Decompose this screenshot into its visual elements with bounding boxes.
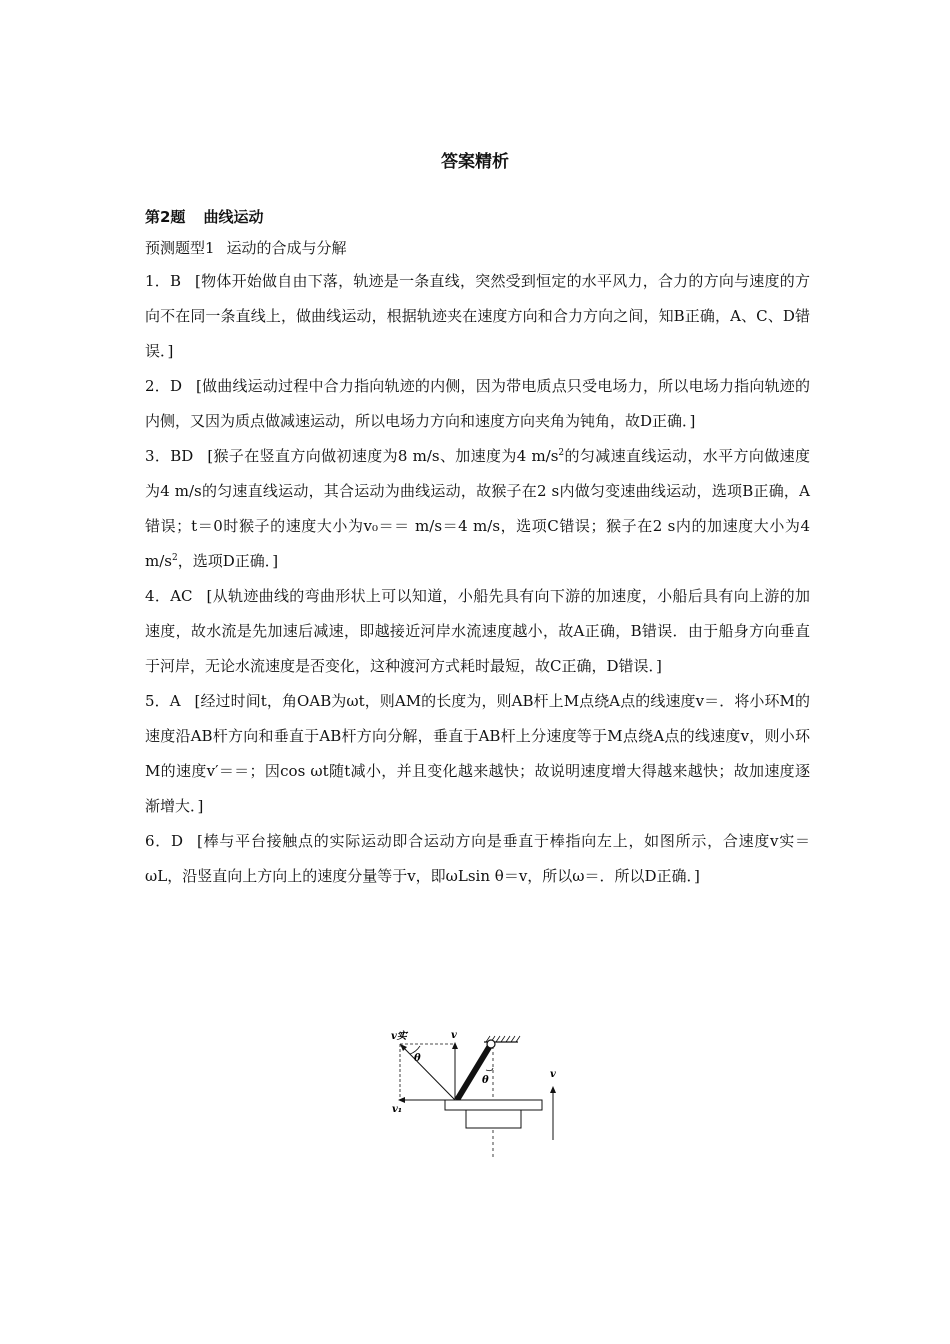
subsection-number: 预测题型1 [145, 239, 215, 257]
pivot [487, 1040, 495, 1048]
answer-number: 2． [145, 377, 170, 395]
section-title [145, 202, 810, 232]
label-theta-right: θ [482, 1075, 489, 1086]
label-v-right: v [550, 1069, 556, 1080]
answer-key: A [169, 692, 181, 710]
answer-explanation: [从轨迹曲线的弯曲形状上可以知道，小船先具有向下游的加速度，小船后具有向上游的加速度，故水流是先加速后减速，即越接近河岸水流速度越小，故A正确，B错误．由于船身方向垂直于河岸，无论水流速度是否变化，这种渡河方式耗时最短，故C正确，D错误．] [145, 587, 811, 675]
superscript: 2 [171, 553, 178, 563]
answer-key: BD [170, 447, 194, 465]
subsection-name: 运动的合成与分解 [226, 239, 347, 257]
answer-item-6 [145, 824, 810, 894]
label-v1: v₁ [392, 1104, 403, 1115]
answer-number: 6． [145, 832, 172, 850]
answer-explanation-part-a: [猴子在竖直方向做初速度为8 m/s、加速度为4 m/s [207, 447, 559, 465]
platform-top [445, 1100, 542, 1110]
answer-content [145, 202, 810, 894]
theta-arc-right [486, 1068, 493, 1071]
answer-number: 1． [145, 272, 170, 290]
answer-key: D [171, 832, 184, 850]
rod [457, 1044, 491, 1100]
v-arrowhead [452, 1042, 458, 1049]
answer-key: AC [170, 587, 193, 605]
answer-item-5 [145, 684, 810, 824]
answer-explanation: [经过时间t，角OAB为ωt，则AM的长度为，则AB杆上M点绕A点的线速度v＝．将小环M的速度沿AB杆方向和垂直于AB杆方向分解，垂直于AB杆上分速度等于M点绕A点的线速度v，则小环M的速度v′＝＝；因cos ωt随t减小，并且变化越来越快；故说明速度增大得越来越快；故加速度逐渐增大．] [145, 692, 810, 815]
answer-item-4 [145, 579, 810, 684]
label-v-top: v [451, 1030, 457, 1041]
answer-explanation-part-c: ，选项D正确．] [177, 552, 279, 570]
answer-explanation-part-b: 的匀减速直线运动，水平方向做速度为4 m/s的匀速直线运动，其合运动为曲线运动，故猴子在2 s内做匀变速曲线运动，选项B正确，A错误；t＝0时猴子的速度大小为v₀＝＝ m/s＝4 m/s，选项C错误；猴子在2 s内的加速度大小为4 m/s [145, 447, 810, 570]
answer-number: 3． [145, 447, 171, 465]
label-v-shi: v实 [391, 1031, 407, 1042]
answer-number: 5． [145, 692, 170, 710]
answer-explanation: [物体开始做自由下落，轨迹是一条直线，突然受到恒定的水平风力，合力的方向与速度的方向不在同一条直线上，做曲线运动，根据轨迹夹在速度方向和合力方向之间，知B正确，A、C、D错误．] [145, 272, 810, 360]
page-title: 答案精析 [441, 152, 509, 172]
answer-explanation: [棒与平台接触点的实际运动即合运动方向是垂直于棒指向左上，如图所示，合速度v实＝ωL，沿竖直向上方向上的速度分量等于v，即ωLsin θ＝v，所以ω＝．所以D正确．] [145, 832, 810, 885]
velocity-diagram-svg [380, 1024, 580, 1164]
subsection-title [145, 232, 810, 264]
answer-explanation: [做曲线运动过程中合力指向轨迹的内侧，因为带电质点只受电场力，所以电场力指向轨迹的内侧，又因为质点做减速运动，所以电场力方向和速度方向夹角为钝角，故D正确．] [145, 377, 810, 430]
answer-item-2 [145, 369, 810, 439]
v1-arrowhead [398, 1097, 405, 1103]
answer-key: B [170, 272, 182, 290]
velocity-diagram [380, 1024, 580, 1164]
answer-key: D [169, 377, 182, 395]
section-name: 曲线运动 [203, 208, 264, 226]
answer-item-3 [145, 439, 810, 579]
superscript: 2 [558, 448, 565, 458]
answer-number: 4． [145, 587, 171, 605]
platform-base [466, 1110, 521, 1128]
section-number: 第2题 [145, 208, 186, 226]
answer-item-1 [145, 264, 810, 369]
right-v-arrowhead [550, 1086, 556, 1093]
v-shi-arrow [402, 1046, 455, 1100]
label-theta-left: θ [414, 1053, 421, 1064]
